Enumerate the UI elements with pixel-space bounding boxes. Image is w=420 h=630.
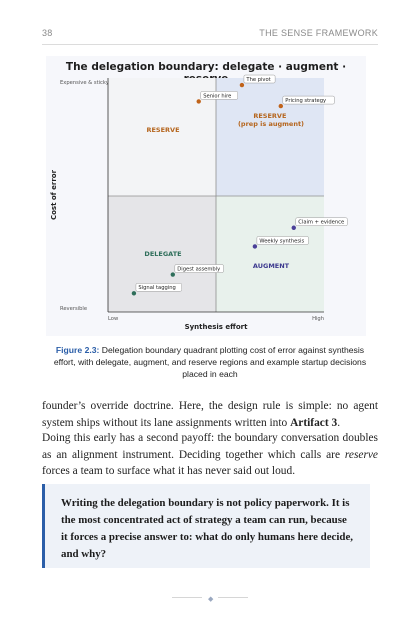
page-number: 38 [42,28,53,38]
data-label-6: Digest assembly [177,266,221,273]
ornament-diamond: ◆ [208,595,214,603]
quadrant-augment [216,196,324,312]
delegation-quadrant-figure [46,56,366,336]
data-point-5 [253,244,257,248]
quadrant-reserve-low-effort [108,78,216,196]
header-rule [42,44,378,45]
running-title: THE SENSE FRAMEWORK [259,28,378,38]
reserve-emphasis: reserve [344,448,378,461]
paragraph-1-end: . [337,416,341,429]
x-tick-label-low: Low [108,316,119,322]
figure-caption-text: Delegation boundary quadrant plotting cost of error against synthesis effort, with delegate, augment, and reserve regions and example startup decisions placed in each [53,345,367,379]
x-tick-label-high: High [312,316,324,322]
region-label-delegate: DELEGATE [144,250,182,258]
data-label-2: Senior hire [203,93,232,100]
region-label-reserve: RESERVE [146,126,180,134]
data-point-3 [279,104,283,108]
data-label-3: Pricing strategy [285,97,327,104]
paragraph-2-end: forces a team to surface what it has never said out loud. [42,465,296,477]
data-point-1 [240,83,244,87]
data-point-2 [197,99,201,103]
quadrant-chart [46,56,366,336]
x-axis-label: Synthesis effort [184,323,248,331]
data-point-6 [171,272,175,276]
pull-quote-callout [42,484,370,568]
y-tick-label-reversible: Reversible [60,306,88,312]
region-label-augment: AUGMENT [252,262,290,270]
data-point-4 [292,226,296,230]
data-point-7 [132,291,136,295]
running-header [42,24,378,42]
paragraph-2-text: Doing this early has a second payoff: the boundary conversation doubles as an alignment instrument. Deciding together which calls are [42,432,378,461]
artifact-reference: Artifact 3 [290,416,338,429]
y-axis-label: Cost of error [50,169,58,221]
figure-caption [48,344,372,380]
ornament-line-right [218,597,248,598]
data-label-7: Signal tagging [138,285,176,292]
callout-text: Writing the delegation boundary is not policy paperwork. It is the most concentrated act of strategy a team can run, because it forces a precise answer to: what do only humans here decide, and why? [61,497,354,560]
body-paragraph-2 [42,430,378,480]
data-label-1: The pivot [246,76,271,83]
body-paragraph-1 [42,398,378,431]
data-label-5: Weekly synthesis [259,238,305,245]
region-label-reserve-prep: RESERVE (prep is augment) [237,112,305,128]
figure-caption-label: Figure 2.3: [55,345,100,355]
paragraph-1-text: founder’s override doctrine. Here, the design rule is simple: no agent system ships without its lane assignments written into [42,400,378,429]
ornament-line-left [172,597,202,598]
chart-title: The delegation boundary: delegate · augment · [65,61,347,73]
y-tick-label-expensive: Expensive & sticky [60,80,109,86]
section-ornament [0,593,420,603]
data-label-4: Claim + evidence [298,219,345,226]
